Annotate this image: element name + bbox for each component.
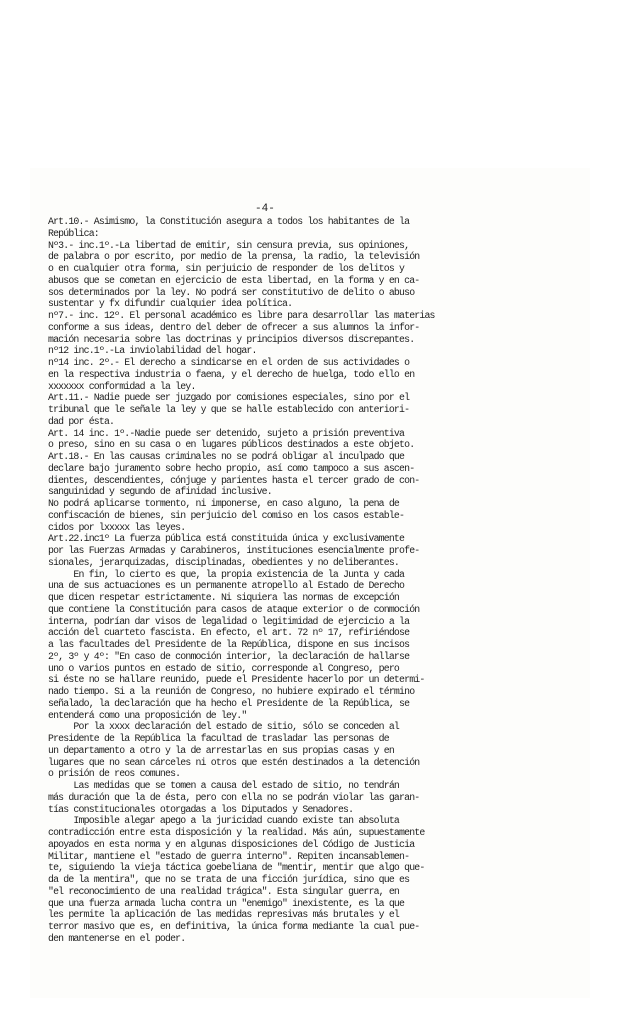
text-line: les permite la aplicación de las medidas represivas más brutales y el — [48, 909, 400, 921]
text-line: uno o varios puntos en estado de sitio, corresponde al Congreso, pero — [48, 662, 400, 674]
text-line: Imposible alegar apego a la juricidad cuando existe tan absoluta — [48, 815, 400, 827]
document-body — [48, 216, 582, 945]
text-line: nº12 inc.1º.-La inviolabilidad del hogar. — [48, 345, 257, 357]
text-line: que una fuerza armada lucha contra un "enemigo" inexistente, es la que — [48, 897, 405, 909]
text-line: más duración que la de ésta, pero con ella no se podrán violar las garan- — [48, 791, 420, 803]
text-line: cidos por lxxxxx las leyes. — [48, 521, 186, 533]
text-line: "el reconocimiento de una realidad trágica". Esta singular guerra, en — [48, 885, 400, 897]
text-line: xxxxxxx conformidad a la ley. — [48, 380, 196, 392]
text-line: en la respectiva industria o faena, y el derecho de huelga, todo ello en — [48, 368, 415, 380]
text-line: o en cualquier otra forma, sin perjuicio de responder de los delitos y — [48, 263, 405, 274]
text-line: contradicción entre esta disposición y la realidad. Más aún, supuestamente — [48, 827, 425, 838]
text-line: dad por ésta. — [48, 415, 115, 427]
text-line: Las medidas que se tomen a causa del estado de sitio, no tendrán — [48, 780, 400, 791]
text-line: Militar, mantiene el "estado de guerra interno". Repiten incansablemen- — [48, 850, 410, 862]
text-line: mación necesaria sobre las doctrinas y principios diversos discrepantes. — [48, 333, 415, 345]
text-line: conforme a sus ideas, dentro del deber de ofrecer a sus alumnos la infor- — [48, 321, 420, 333]
text-line: nº7.- inc. 12º. El personal académico es libre para desarrollar las materias — [48, 310, 435, 321]
text-line: Art.10.- Asimismo, la Constitución asegura a todos los habitantes de la — [48, 216, 410, 227]
text-line: Nº3.- inc.1º.-La libertad de emitir, sin censura previa, sus opiniones, — [48, 239, 410, 251]
text-line: entenderá como una proposición de ley." — [48, 709, 247, 721]
text-line: Por la xxxx declaración del estado de sitio, sólo se conceden al — [48, 721, 400, 733]
text-line: da de la mentira", que no se trata de una ficción jurídica, sino que es — [48, 874, 410, 885]
text-line: Presidente de la República la facultad de trasladar las personas de — [48, 733, 389, 744]
page-number: -4- — [255, 203, 275, 215]
text-line: o preso, sino en su casa o en lugares públicos destinados a este objeto. — [48, 439, 415, 451]
text-line: No podrá aplicarse tormento, ni imponerse, en caso alguno, la pena de — [48, 498, 400, 509]
text-line: que contiene la Constitución para casos de ataque exterior o de conmoción — [48, 603, 420, 615]
text-line: si éste no se hallare reunido, puede el Presidente hacerlo por un determi- — [48, 674, 425, 686]
text-line: lugares que no sean cárceles ni otros que estén destinados a la detención — [48, 756, 420, 768]
text-line: sos determinados por la ley. No podrá ser constitutivo de delito o abuso — [48, 286, 415, 298]
text-line: interna, podrían dar visos de legalidad o legitimidad de ejercicio a la — [48, 615, 410, 627]
text-line: que dicen respetar estrictamente. Ni siquiera las normas de excepción — [48, 592, 400, 603]
text-line: sionales, jerarquizadas, disciplinadas, obedientes y no deliberantes. — [48, 556, 400, 568]
text-line: República: — [48, 227, 99, 239]
text-line: una de sus actuaciones es un permanente atropello al Estado de Derecho — [48, 580, 405, 592]
text-line: señalado, la declaración que ha hecho el Presidente de la República, se — [48, 697, 410, 709]
text-line: sustentar y fx difundir cualquier idea política. — [48, 298, 293, 310]
text-line: o prisión de reos comunes. — [48, 768, 181, 780]
text-line: Art. 14 inc. 1º.-Nadie puede ser detenido, sujeto a prisión preventiva — [48, 427, 405, 439]
text-line: 2º, 3º y 4º: "En caso de conmoción interior, la declaración de hallarse — [48, 650, 410, 662]
text-line: apoyados en esta norma y en algunas disposiciones del Código de Justicia — [48, 838, 415, 850]
text-line: Art.11.- Nadie puede ser juzgado por comisiones especiales, sino por el — [48, 392, 410, 404]
text-line: tribunal que le señale la ley y que se halle establecido con anteriori- — [48, 404, 410, 415]
text-line: declare bajo juramento sobre hecho propio, así como tampoco a sus ascen- — [48, 462, 415, 474]
text-line: confiscación de bienes, sin perjuicio del comiso en los casos estable- — [48, 509, 405, 521]
text-line: terror masivo que es, en definitiva, la única forma mediante la cual pue- — [48, 921, 420, 932]
text-line: Art.18.- En las causas criminales no se podrá obligar al inculpado que — [48, 451, 405, 462]
text-line: de palabra o por escrito, por medio de la prensa, la radio, la televisión — [48, 251, 420, 263]
text-line: dientes, descendientes, cónjuge y parientes hasta el tercer grado de con- — [48, 474, 420, 486]
text-line: acción del cuarteto fascista. En efecto, el art. 72 nº 17, refiriéndose — [48, 627, 410, 639]
text-line: Art.22.inc1º La fuerza pública está constituida única y exclusivamente — [48, 533, 405, 545]
text-line: te, siguiendo la vieja táctica goebeliana de "mentir, mentir que algo que- — [48, 862, 425, 874]
text-line: por las Fuerzas Armadas y Carabineros, instituciones esencialmente profe- — [48, 545, 420, 556]
text-line: a las facultades del Presidente de la República, dispone en sus incisos — [48, 639, 410, 650]
text-line: un departamento a otro y la de arrestarlas en sus propias casas y en — [48, 744, 394, 756]
text-line: nº14 inc. 2º.- El derecho a sindicarse en el orden de sus actividades o — [48, 357, 410, 368]
text-line: sanguinidad y segundo de afinidad inclusive. — [48, 486, 272, 498]
text-line: den mantenerse en el poder. — [48, 932, 186, 944]
text-line: tías constitucionales otorgadas a los Diputados y Senadores. — [48, 803, 354, 815]
text-line: abusos que se cometan en ejercicio de esta libertad, en la forma y en ca- — [48, 274, 420, 286]
text-line: En fin, lo cierto es que, la propia existencia de la Junta y cada — [48, 568, 405, 580]
text-line: nado tiempo. Si a la reunión de Congreso, no hubiere expirado el término — [48, 686, 415, 697]
